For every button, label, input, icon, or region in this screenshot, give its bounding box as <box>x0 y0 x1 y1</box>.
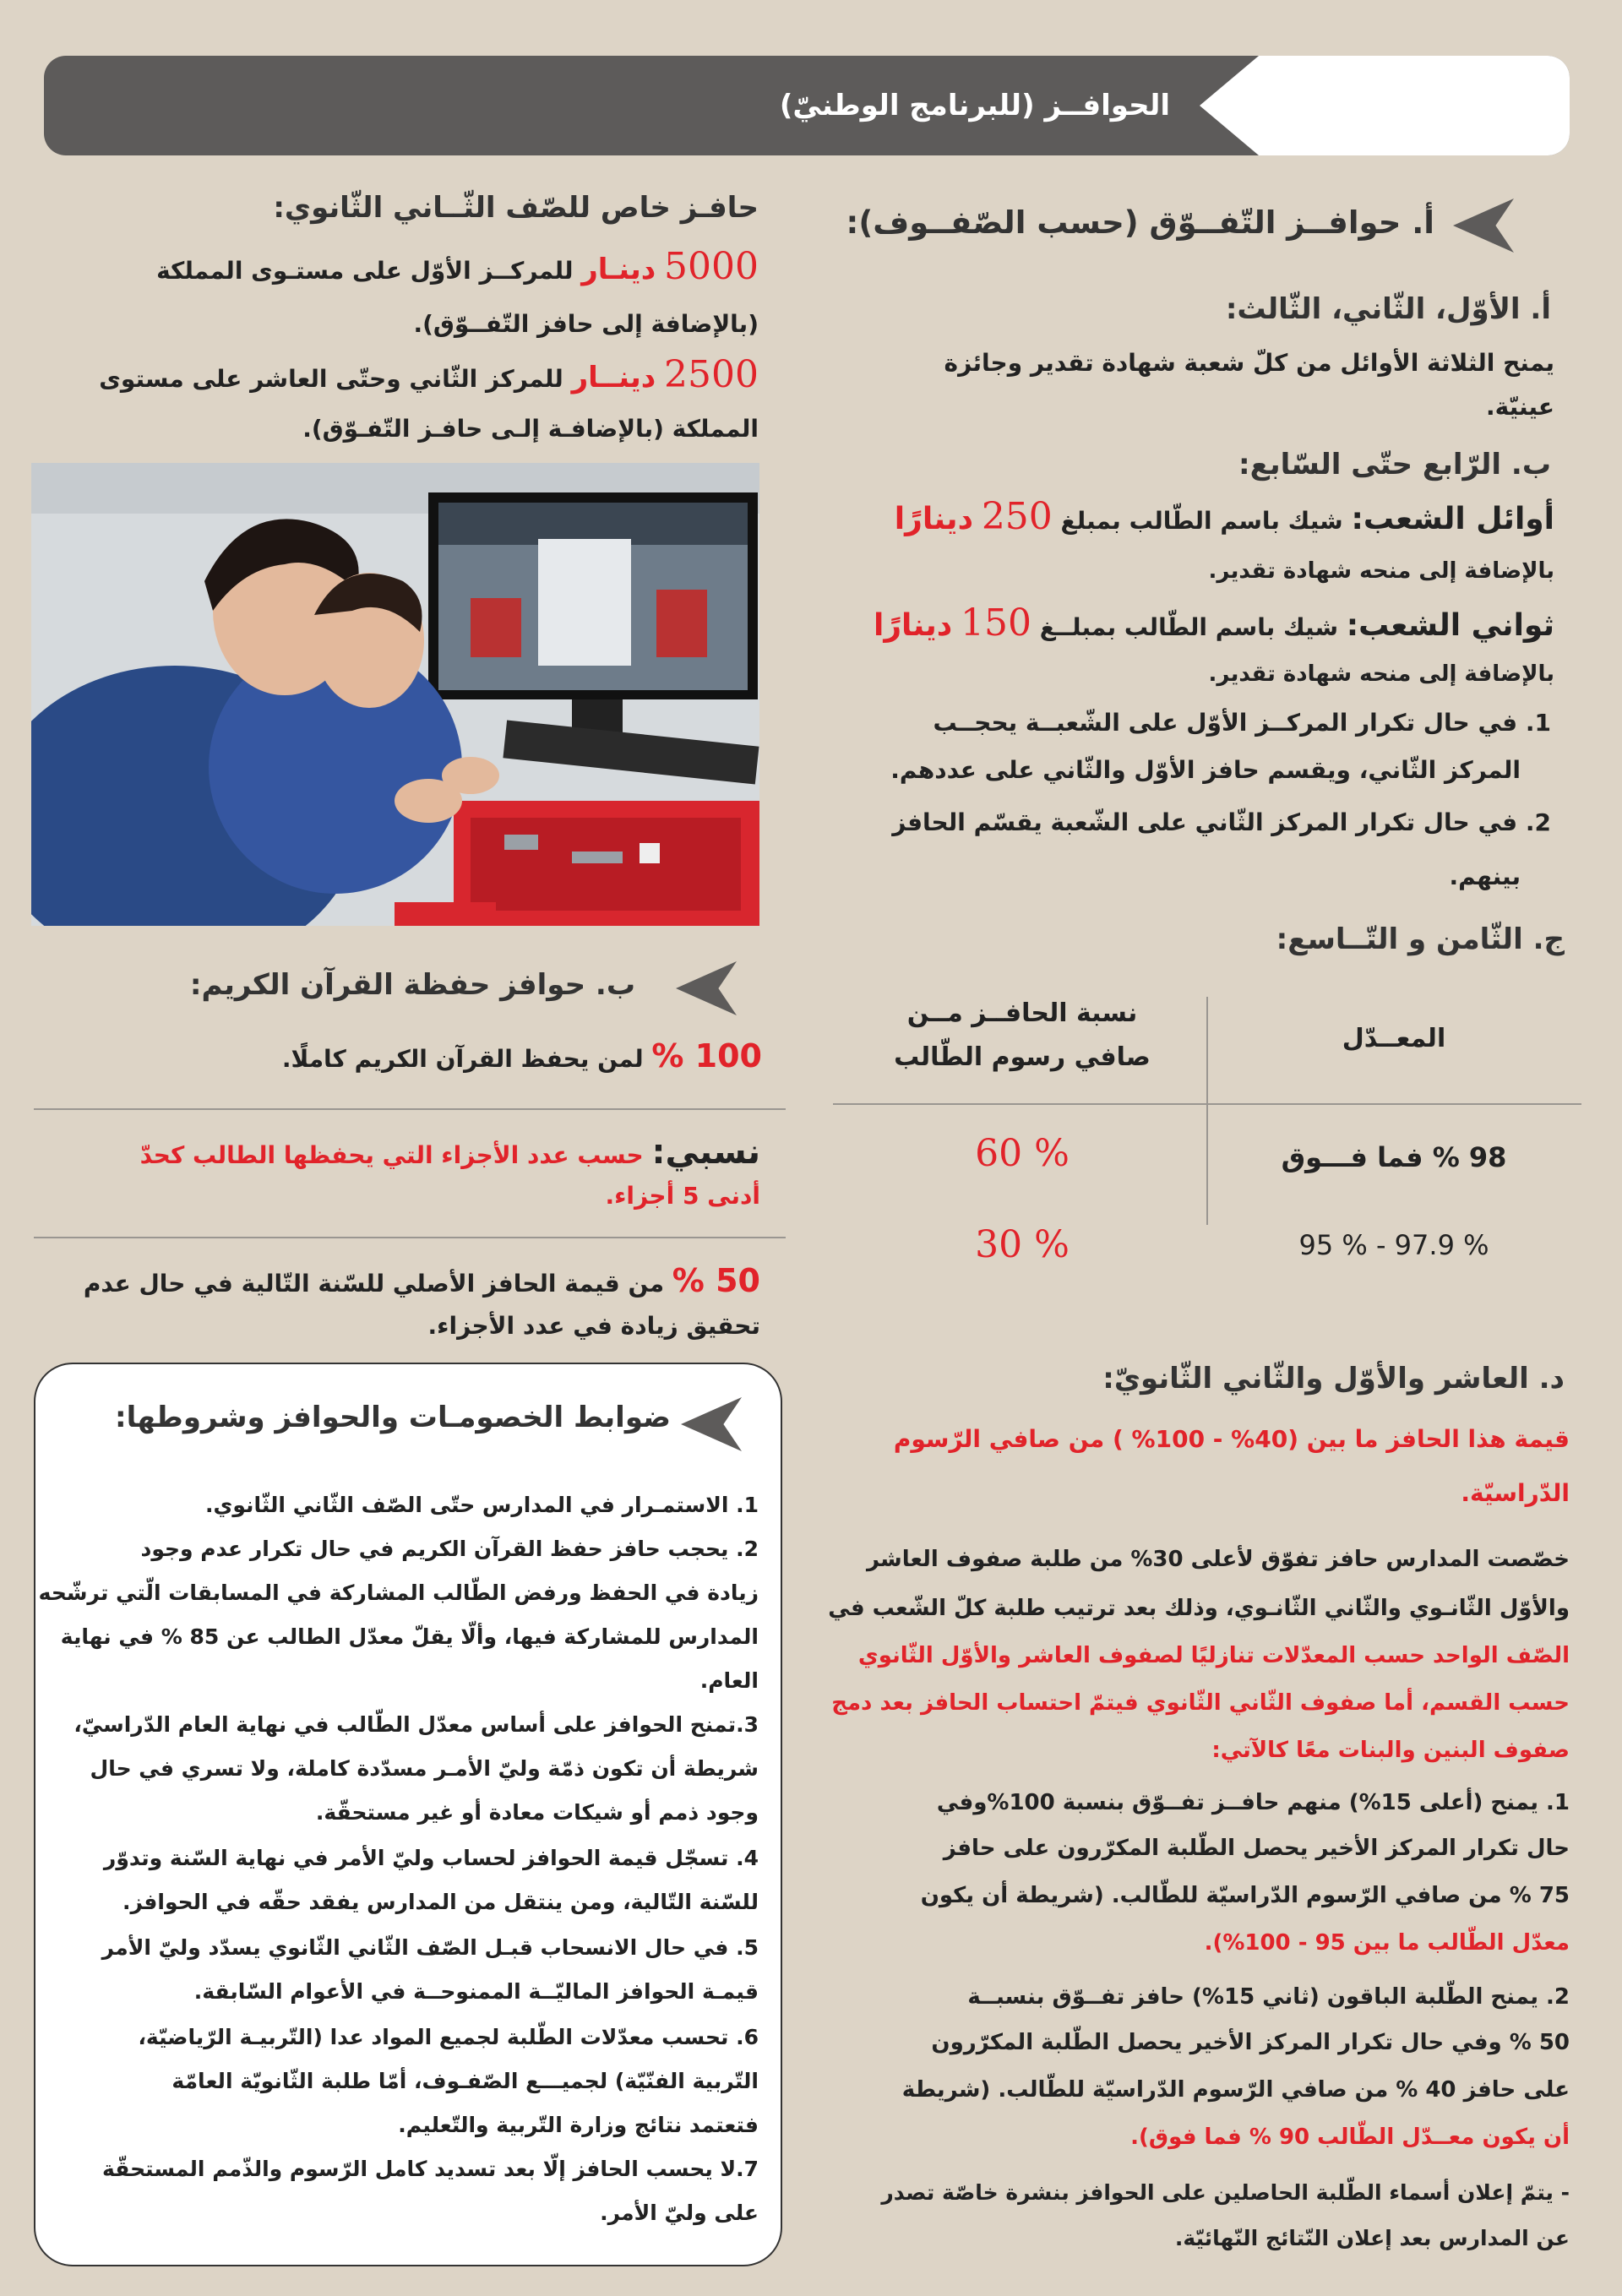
table-divider <box>1206 997 1208 1225</box>
second-ranks-line <box>874 601 1554 650</box>
first-ranks-note: بالإضافة إلى منحه شهادة تقدير. <box>1208 558 1554 584</box>
sub-d-item1-line: 75 % من صافي الرّسوم الدّراسيّة للطّالب. (شريطة أن يكون <box>920 1883 1570 1908</box>
second-ranks-amount: 150 <box>961 601 1031 645</box>
terms-line: قيمـة الحوافز الماليّــة الممنوحــة في الأعوام السّابقة. <box>193 1979 759 2004</box>
quran-half-line2: تحقيق زيادة في عدد الأجزاء. <box>427 1312 760 1340</box>
sub-c-title: ج. الثّامن و التّــاسع: <box>1276 922 1565 956</box>
sub-d-red-line: الدّراسيّة. <box>1461 1479 1570 1507</box>
special-text-1: للمركــز الأوّل على مستـوى المملكة <box>156 257 574 285</box>
sub-d-item2-line: أن يكون معــدّل الطّالب 90 % فما فوق). <box>1130 2125 1570 2150</box>
sub-d-item2-line: 2. يمنح الطّلبة الباقون (ثاني 15%) حافز تفــوّق بنسبــة <box>967 1984 1570 2010</box>
sub-d-para-line: الصّف الواحد حسب المعدّلات تنازليًا لصفوف العاشر والأوّل الثّانوي <box>857 1643 1570 1668</box>
terms-line: 1. الاستمـرار في المدارس حتّى الصّف الثّاني الثّانوي. <box>204 1493 759 1517</box>
sub-d-red-line: قيمة هذا الحافز ما بين (40% - 100% ) من صافي الرّسوم <box>893 1425 1570 1453</box>
sub-b-item: بينهم. <box>1449 862 1521 890</box>
quran-relative-text: حسب عدد الأجزاء التي يحفظها الطالب كحدّ <box>139 1141 644 1169</box>
special-currency-2: دينــار <box>571 361 656 394</box>
table-row-percent: % 30 <box>975 1223 1070 1266</box>
quran-full-line <box>282 1034 762 1081</box>
terms-line: وجود ذمم أو شيكات معادة أو غير مستحقّة. <box>315 1800 759 1825</box>
terms-line: 5. في حال الانسحاب قبـل الصّف الثّاني الثّانوي يسدّد وليّ الأمر <box>101 1935 759 1960</box>
table-header-percent: نسبة الحافــز مــن <box>906 998 1138 1028</box>
terms-heading: ضوابط الخصومـات والحوافز وشروطها: <box>115 1401 671 1434</box>
quran-half-line <box>84 1259 760 1306</box>
table-header-percent: صافي رسوم الطّالب <box>894 1042 1151 1072</box>
terms-line: 3.تمنح الحوافز على أساس معدّل الطّالب في نهاية العام الدّراسيّ، <box>73 1712 759 1737</box>
terms-line: شريطة أن تكون ذمّة وليّ الأمـر مسدّدة كاملة، ولا تسري في حال <box>90 1756 759 1781</box>
first-ranks-line <box>895 495 1554 543</box>
sub-d-para-line: والأوّل الثّانـوي والثّاني الثّانـوي، وذلك بعد ترتيب طلبة كلّ الشّعب في <box>828 1596 1570 1621</box>
terms-line: زيادة في الحفظ ورفض الطّالب المشاركة في المسابقات الّتي ترشّحه <box>38 1581 759 1605</box>
special-line-1 <box>156 245 759 293</box>
quran-relative-line2: أدنى 5 أجزاء. <box>605 1182 760 1210</box>
special-amount-2: 2500 <box>664 353 759 396</box>
first-ranks-currency: دينارًا <box>894 502 974 536</box>
special-line-2b: المملكة (بالإضافـة إلـى حافـز التّفـوّق). <box>302 415 759 443</box>
quran-full-percent: 100 % <box>651 1037 762 1075</box>
second-ranks-currency: دينارًا <box>873 608 953 643</box>
sub-a-title: أ. الأوّل، الثّاني، الثّالث: <box>1225 292 1551 326</box>
quran-half-percent: 50 % <box>672 1262 760 1299</box>
sub-a-line: يمنح الثلاثة الأوائل من كلّ شعبة شهادة تقدير وجائزة <box>944 349 1554 377</box>
sub-b-item: 2. في حال تكرار المركز الثّاني على الشّعبة يقسّم الحافز <box>892 808 1551 836</box>
header-banner-tip <box>1200 56 1570 155</box>
sub-d-title: د. العاشر والأوّل والثّاني الثّانويّ: <box>1102 1362 1565 1396</box>
special-text-2: للمركز الثّاني وحتّى العاشر على مستوى <box>99 365 563 393</box>
section-arrow-icon <box>676 961 737 1015</box>
terms-line: للسّنة التّالية، ومن ينتقل من المدارس يفقد حقّه في الحوافز. <box>122 1890 759 1914</box>
terms-line: العام. <box>699 1668 759 1693</box>
terms-line: التّربية الفنّيّة) لجميـــع الصّفـوف، أمّا طلبة الثّانويّة العامّة <box>171 2069 759 2093</box>
sub-d-footer-line: عن المدارس بعد إعلان النّتائج النّهائيّة. <box>1174 2226 1570 2250</box>
special-heading: حافـز خاص للصّف الثّــاني الثّانوي: <box>273 191 759 225</box>
sub-b-title: ب. الرّابع حتّى السّابع: <box>1238 448 1551 482</box>
quran-full-text: لمن يحفظ القرآن الكريم كاملًا. <box>281 1045 644 1073</box>
second-ranks-text: شيك باسم الطّالب بمبلــغ <box>1039 613 1339 641</box>
table-row-percent: % 60 <box>975 1132 1070 1175</box>
terms-line: فتعتمد نتائج وزارة التّربية والتّعليم. <box>398 2113 759 2137</box>
sub-d-item1-line: 1. يمنح (أعلى 15%) منهم حافــز تفــوّق بنسبة 100%وفي <box>936 1790 1570 1815</box>
sub-d-item1-line: معدّل الطّالب ما بين 95 - 100%). <box>1204 1930 1570 1956</box>
sub-b-item: المركز الثّاني، ويقسم حافز الأوّل والثّاني على عددهم. <box>890 756 1521 784</box>
sub-d-para-line: حسب القسم، أما صفوف الثّاني الثّانوي فيتمّ احتساب الحافز بعد دمج <box>831 1690 1570 1716</box>
sub-d-footer-line: - يتمّ إعلان أسماء الطّلبة الحاصلين على الحوافز بنشرة خاصّة تصدر <box>881 2180 1570 2205</box>
quran-half-text: من قيمة الحافز الأصلي للسّنة التّالية في حال عدم <box>83 1270 665 1298</box>
quran-relative-label: نسبي: <box>651 1133 760 1172</box>
first-ranks-text: شيك باسم الطّالب بمبلغ <box>1060 507 1343 535</box>
table-row-average: 95 % - 97.9 % <box>1298 1229 1489 1261</box>
table-row-average: 98 % فما فـــوق <box>1281 1141 1507 1173</box>
section-a-heading: أ. حوافــز التّفــوّق (حسب الصّفــوف): <box>846 204 1434 241</box>
divider <box>34 1108 786 1110</box>
first-ranks-label: أوائل الشعب: <box>1351 502 1554 536</box>
terms-line: 7.لا يحسب الحافز إلّا بعد تسديد كامل الرّسوم والذّمم المستحقّة <box>101 2157 759 2181</box>
sub-d-item1-line: حال تكرار المركز الأخير يحصل الطّلبة المكرّرون على حافز <box>943 1836 1570 1861</box>
special-line-2 <box>99 353 759 401</box>
section-arrow-icon <box>1453 199 1514 253</box>
sub-b-item: 1. في حال تكرار المركــز الأوّل على الشّعبــة يحجــب <box>933 709 1551 737</box>
terms-line: 2. يحجب حافز حفظ القرآن الكريم في حال تكرار عدم وجود <box>140 1537 759 1561</box>
photo-illustration <box>31 463 759 926</box>
sub-d-item2-line: على حافز 40 % من صافي الرّسوم الدّراسيّة للطّالب. (شريطة <box>901 2077 1570 2103</box>
table-header-average: المعــدّل <box>1342 1024 1446 1053</box>
table-divider <box>833 1103 1581 1105</box>
sub-d-para-line: صفوف البنين والبنات معًا كالآتي: <box>1211 1738 1570 1763</box>
first-ranks-amount: 250 <box>981 495 1053 538</box>
quran-relative-line <box>140 1130 760 1178</box>
quran-heading: ب. حوافز حفظة القرآن الكريم: <box>189 968 635 1002</box>
terms-line: على وليّ الأمر. <box>600 2201 759 2225</box>
divider <box>34 1237 786 1238</box>
sub-a-line: عينيّة. <box>1485 393 1554 421</box>
second-ranks-note: بالإضافة إلى منحه شهادة تقدير. <box>1208 661 1554 687</box>
terms-line: 6. تحسب معدّلات الطّلبة لجميع المواد عدا (التّربيـة الرّياضيّة، <box>138 2025 759 2049</box>
special-line-1b: (بالإضافة إلى حافز التّفــوّق). <box>413 310 759 338</box>
students-robotics-photo <box>31 463 759 926</box>
sub-d-item2-line: 50 % وفي حال تكرار المركز الأخير يحصل الطّلبة المكرّرون <box>931 2030 1570 2055</box>
special-amount-1: 5000 <box>664 245 759 288</box>
second-ranks-label: ثواني الشعب: <box>1346 608 1554 643</box>
special-currency-1: دينـار <box>581 253 656 286</box>
terms-line: المدارس للمشاركة فيها، وألّا يقلّ معدّل الطالب عن 85 % في نهاية <box>60 1624 759 1649</box>
sub-d-para-line: خصّصت المدارس حافز تفوّق لأعلى 30% من طلبة صفوف العاشر <box>866 1547 1570 1572</box>
terms-line: 4. تسجّل قيمة الحوافز لحساب وليّ الأمر في نهاية السّنة وتدوّر <box>103 1846 759 1870</box>
page-title: الحوافــز (للبرنامج الوطنيّ) <box>779 89 1170 122</box>
